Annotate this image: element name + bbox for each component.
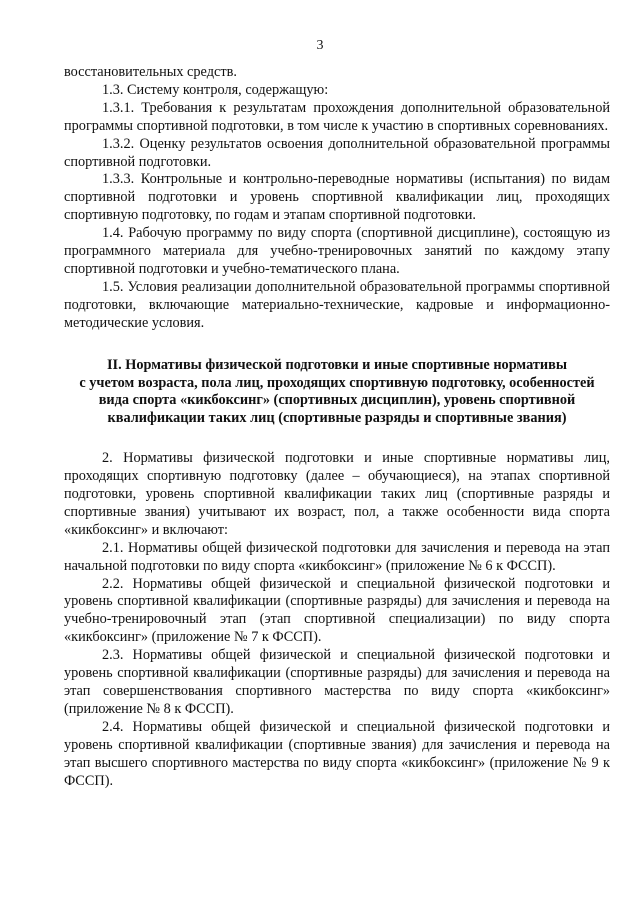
page-body: [64, 64, 610, 790]
paragraph-2: 2. Нормативы физической подготовки и иные спортивные нормативы лиц, проходящих спортивную подготовку (далее – обучающиеся), на этапах спортивной подготовки, уровень спортивной квалификации таких лиц (спортивные разряды и спортивные звания) учитывают их возраст, пол, а также особенности вида спорта «кикбоксинг» и включают:: [64, 450, 610, 538]
paragraph-1-5: 1.5. Условия реализации дополнительной образовательной программы спортивной подготовки, включающие материально-технические, кадровые и информационно-методические условия.: [64, 278, 610, 331]
page-number: 3: [316, 38, 324, 53]
section-heading-line: с учетом возраста, пола лиц, проходящих спортивную подготовку, особенностей: [79, 374, 595, 391]
paragraph-1-3-1: 1.3.1. Требования к результатам прохождения дополнительной образовательной программы спортивной подготовки, в том числе к участию в спортивных соревнованиях.: [64, 99, 610, 134]
paragraph-continuation: восстановительных средств.: [64, 64, 237, 80]
paragraph-2-2: 2.2. Нормативы общей физической и специальной физической подготовки и уровень спортивной квалификации (спортивные разряды) для зачисления и перевода на учебно-тренировочный этап (этап спортивной специализации) по виду спорта «кикбоксинг» (приложение № 7 к ФССП).: [64, 575, 610, 646]
section-heading-line: II. Нормативы физической подготовки и иные спортивные нормативы: [106, 356, 567, 373]
paragraph-1-3-3: 1.3.3. Контрольные и контрольно-переводные нормативы (испытания) по видам спортивной подготовки и уровень спортивной квалификации лиц, проходящих спортивную подготовку, по годам и этапам спортивной подготовки.: [64, 171, 610, 224]
paragraph-2-4: 2.4. Нормативы общей физической и специальной физической подготовки и уровень спортивной квалификации (спортивные звания) для зачисления и перевода на этап высшего спортивного мастерства по виду спорта «кикбоксинг» (приложение № 9 к ФССП).: [64, 718, 610, 789]
paragraph-1-3-2: 1.3.2. Оценку результатов освоения дополнительной образовательной программы спортивной подготовки.: [64, 135, 610, 170]
paragraph-2-3: 2.3. Нормативы общей физической и специальной физической подготовки и уровень спортивной квалификации (спортивные разряды) для зачисления и перевода на этап совершенствования спортивного мастерства по виду спорта «кикбоксинг» (приложение № 8 к ФССП).: [64, 647, 610, 717]
paragraph-1-4: 1.4. Рабочую программу по виду спорта (спортивной дисциплине), состоящую из программного материала для учебно-тренировочных занятий по каждому этапу спортивной подготовки и учебно-тематического плана.: [64, 225, 610, 277]
section-heading-line: вида спорта «кикбоксинг» (спортивных дисциплин), уровень спортивной: [98, 392, 576, 409]
paragraph-2-1: 2.1. Нормативы общей физической подготовки для зачисления и перевода на этап начальной подготовки по виду спорта «кикбоксинг» (приложение № 6 к ФССП).: [64, 539, 610, 574]
section-heading: [64, 357, 610, 429]
paragraph-1-3: 1.3. Систему контроля, содержащую:: [102, 81, 329, 98]
section-heading-line: квалификации таких лиц (спортивные разряды и спортивные звания): [107, 410, 567, 427]
